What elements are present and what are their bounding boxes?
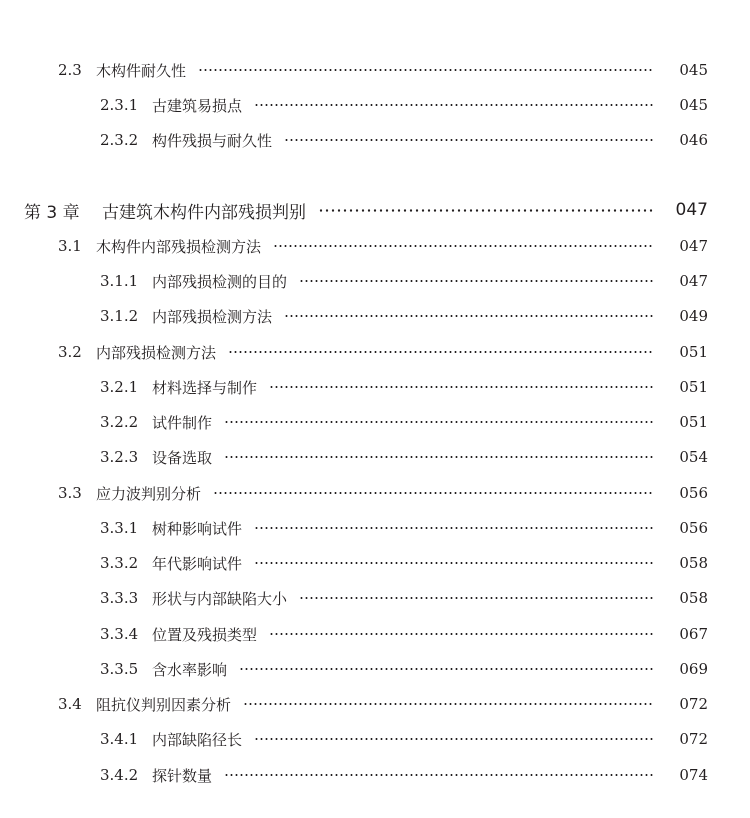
- dot-leader: [224, 421, 654, 423]
- toc-entry-page-number: 058: [679, 554, 708, 572]
- toc-section-entry: [0, 478, 750, 508]
- toc-entry-number: 3.2: [58, 343, 82, 361]
- toc-entry-title: 探针数量: [152, 766, 213, 785]
- toc-entry-title: 内部残损检测的目的: [152, 272, 288, 291]
- toc-entry-page-number: 054: [679, 448, 708, 466]
- dot-leader: [254, 104, 654, 106]
- toc-subsection-entry: [0, 724, 750, 754]
- toc-entry-title: 内部残损检测方法: [96, 343, 217, 362]
- toc-entry-page-number: 056: [679, 484, 708, 502]
- toc-entry-number: 3.4.1: [100, 730, 139, 748]
- toc-entry-title: 古建筑木构件内部残损判别: [102, 202, 306, 223]
- dot-leader: [299, 280, 654, 282]
- toc-entry-title: 设备选取: [152, 448, 213, 467]
- toc-entry-number: 2.3.2: [100, 131, 139, 149]
- toc-entry-title: 位置及残损类型: [152, 625, 258, 644]
- toc-subsection-entry: [0, 301, 750, 331]
- toc-entry-number: 3.1: [58, 237, 82, 255]
- toc-entry-page-number: 045: [679, 96, 708, 114]
- dot-leader: [224, 456, 654, 458]
- toc-entry-title: 内部缺陷径长: [152, 730, 243, 749]
- toc-entry-title: 构件残损与耐久性: [152, 131, 273, 150]
- toc-subsection-entry: [0, 90, 750, 120]
- toc-subsection-entry: [0, 760, 750, 790]
- toc-entry-title: 形状与内部缺陷大小: [152, 589, 288, 608]
- dot-leader: [254, 527, 654, 529]
- toc-section-entry: [0, 337, 750, 367]
- toc-entry-number: 3.2.3: [100, 448, 139, 466]
- toc-entry-title: 树种影响试件: [152, 519, 243, 538]
- toc-entry-number: 3.1.1: [100, 272, 139, 290]
- toc-entry-page-number: 046: [679, 131, 708, 149]
- toc-entry-page-number: 072: [679, 695, 708, 713]
- toc-entry-number: 3.2.2: [100, 413, 139, 431]
- dot-leader: [254, 738, 654, 740]
- toc-subsection-entry: [0, 654, 750, 684]
- toc-entry-number: 第 3 章: [24, 202, 80, 223]
- toc-entry-number: 3.1.2: [100, 307, 139, 325]
- toc-entry-title: 内部残损检测方法: [152, 307, 273, 326]
- toc-chapter-entry: [0, 195, 750, 225]
- toc-entry-page-number: 051: [679, 343, 708, 361]
- toc-entry-number: 3.3.4: [100, 625, 139, 643]
- toc-entry-page-number: 056: [679, 519, 708, 537]
- toc-entry-title: 试件制作: [152, 413, 213, 432]
- toc-entry-page-number: 047: [675, 200, 708, 220]
- toc-section-entry: [0, 55, 750, 85]
- toc-entry-title: 应力波判别分析: [96, 484, 202, 503]
- toc-entry-title: 古建筑易损点: [152, 96, 243, 115]
- dot-leader: [224, 774, 654, 776]
- toc-entry-page-number: 047: [679, 272, 708, 290]
- dot-leader: [243, 703, 654, 705]
- toc-entry-number: 3.2.1: [100, 378, 139, 396]
- dot-leader: [239, 668, 654, 670]
- dot-leader: [269, 633, 654, 635]
- toc-subsection-entry: [0, 619, 750, 649]
- toc-entry-number: 3.4: [58, 695, 82, 713]
- toc-subsection-entry: [0, 125, 750, 155]
- toc-entry-page-number: 051: [679, 413, 708, 431]
- toc-entry-page-number: 067: [679, 625, 708, 643]
- toc-subsection-entry: [0, 266, 750, 296]
- toc-entry-number: 2.3: [58, 61, 82, 79]
- toc-section-entry: [0, 231, 750, 261]
- toc-entry-page-number: 058: [679, 589, 708, 607]
- dot-leader: [284, 139, 654, 141]
- toc-subsection-entry: [0, 513, 750, 543]
- toc-entry-page-number: 049: [679, 307, 708, 325]
- toc-subsection-entry: [0, 583, 750, 613]
- dot-leader: [213, 492, 654, 494]
- toc-subsection-entry: [0, 407, 750, 437]
- toc-entry-number: 3.3.2: [100, 554, 139, 572]
- dot-leader: [318, 209, 654, 212]
- toc-entry-page-number: 074: [679, 766, 708, 784]
- toc-entry-page-number: 051: [679, 378, 708, 396]
- dot-leader: [254, 562, 654, 564]
- toc-entry-number: 3.3: [58, 484, 82, 502]
- toc-entry-number: 3.3.1: [100, 519, 139, 537]
- dot-leader: [228, 351, 654, 353]
- toc-entry-number: 2.3.1: [100, 96, 139, 114]
- toc-entry-title: 木构件耐久性: [96, 61, 187, 80]
- toc-subsection-entry: [0, 442, 750, 472]
- toc-entry-title: 材料选择与制作: [152, 378, 258, 397]
- toc-entry-number: 3.3.3: [100, 589, 139, 607]
- dot-leader: [198, 69, 654, 71]
- toc-entry-title: 木构件内部残损检测方法: [96, 237, 262, 256]
- dot-leader: [284, 315, 654, 317]
- toc-entry-page-number: 047: [679, 237, 708, 255]
- toc-subsection-entry: [0, 372, 750, 402]
- toc-entry-title: 含水率影响: [152, 660, 228, 679]
- toc-entry-number: 3.3.5: [100, 660, 139, 678]
- toc-entry-title: 阻抗仪判别因素分析: [96, 695, 232, 714]
- toc-section-entry: [0, 689, 750, 719]
- dot-leader: [273, 245, 654, 247]
- toc-entry-page-number: 045: [679, 61, 708, 79]
- toc-entry-page-number: 072: [679, 730, 708, 748]
- dot-leader: [269, 386, 654, 388]
- toc-entry-number: 3.4.2: [100, 766, 139, 784]
- toc-entry-page-number: 069: [679, 660, 708, 678]
- toc-entry-title: 年代影响试件: [152, 554, 243, 573]
- toc-subsection-entry: [0, 548, 750, 578]
- dot-leader: [299, 597, 654, 599]
